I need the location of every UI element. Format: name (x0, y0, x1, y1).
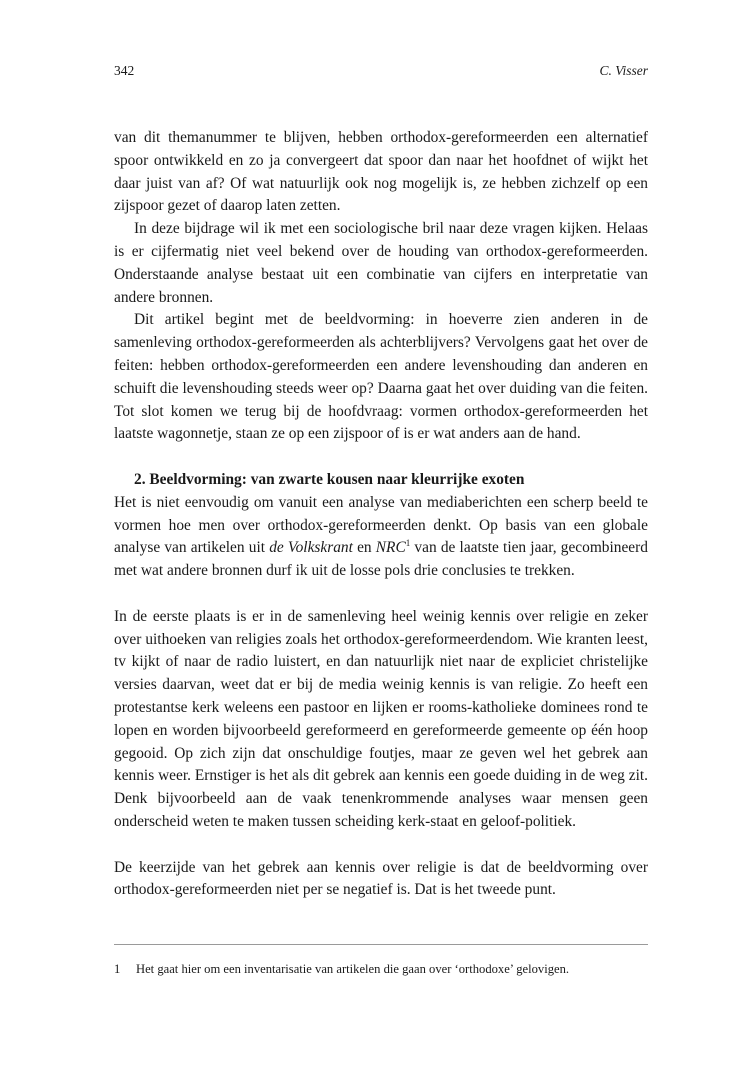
footnote-ref: 1 (405, 538, 411, 549)
paragraph-4-text-b: en (352, 539, 376, 557)
paragraph-3: Dit artikel begint met de beeldvorming: in hoeverre zien anderen in de samenleving orthodox-gereformeerden als achterblijvers? Vervolgens gaat het over de feiten: hebben orthodox-gereformeerden een andere levenshouding dan anderen en schuift die levenshouding steeds weer op? Daarna gaat het over duiding van die feiten. Tot slot komen we terug bij de hoofdvraag: vormen orthodox-gereformeerden het laatste wagonnetje, staan ze op een zijspoor of is er wat anders aan de hand. (114, 311, 648, 443)
newspaper-volkskrant: de Volkskrant (269, 539, 353, 557)
newspaper-nrc: NRC (375, 539, 406, 557)
footnote-divider (114, 944, 648, 945)
footnote-text: Het gaat hier om een inventarisatie van artikelen die gaan over ‘orthodoxe’ gelovigen. (136, 962, 570, 976)
paragraph-2: In deze bijdrage wil ik met een sociologische bril naar deze vragen kijken. Helaas is er cijfermatig niet veel bekend over de houding van orthodox-gereformeerden. Onderstaande analyse bestaat uit een combinatie van cijfers en interpretatie van andere bronnen. (114, 220, 648, 306)
running-author: C. Visser (599, 63, 648, 78)
paragraph-4 (114, 492, 648, 583)
body-text (114, 127, 648, 902)
running-header (114, 63, 648, 83)
section-heading: 2. Beeldvorming: van zwarte kousen naar kleurrijke exoten (134, 470, 525, 488)
paragraph-4-text-a: Het is niet eenvoudig om vanuit een analyse van mediaberichten een scherp beeld te vormen hoe men over orthodox-gereformeerden denkt. Op basis van een globale analyse van artikelen uit (114, 493, 648, 557)
paragraph-1: van dit themanummer te blijven, hebben orthodox-gereformeerden een alternatief spoor ontwikkeld en zo ja convergeert dat spoor dan naar het hoofdnet of wijkt het daar juist van af? Of wat natuurlijk ook nog mogelijk is, ze hebben zichzelf op een zijspoor gezet of daarop laten zetten. (114, 129, 648, 215)
paragraph-6: De keerzijde van het gebrek aan kennis over religie is dat de beeldvorming over orthodox-gereformeerden niet per se negatief is. Dat is het tweede punt. (114, 858, 648, 899)
footnote-number: 1 (114, 962, 121, 976)
paragraph-5: In de eerste plaats is er in de samenleving heel weinig kennis over religie en zeker over uithoeken van religies zoals het orthodox-gereformeerdendom. Wie kranten leest, tv kijkt of naar de radio luistert, en dan natuurlijk niet naar de expliciet christelijke versies daarvan, weet dat er bij de media weinig kennis is van religie. Zo heeft een protestantse kerk weleens een pastoor en lijken er rooms-katholieke dominees rond te lopen en worden bijvoorbeeld gereformeerd en gereformeerde gemeente op één hoop gegooid. Op zich zijn dat onschuldige foutjes, maar ze geven wel het gebrek aan kennis weer. Ernstiger is het als dit gebrek aan kennis een goede duiding in de weg zit. Denk bijvoorbeeld aan de vaak tenenkrommende analyses waar mensen geen onderscheid weten te maken tussen scheiding kerk-staat en geloof-politiek. (114, 607, 648, 830)
paragraph-4-text-c: van de laatste tien jaar, gecombineerd met wat andere bronnen durf ik uit de losse pols drie conclusies te trekken. (114, 539, 648, 580)
page-number: 342 (114, 63, 135, 78)
